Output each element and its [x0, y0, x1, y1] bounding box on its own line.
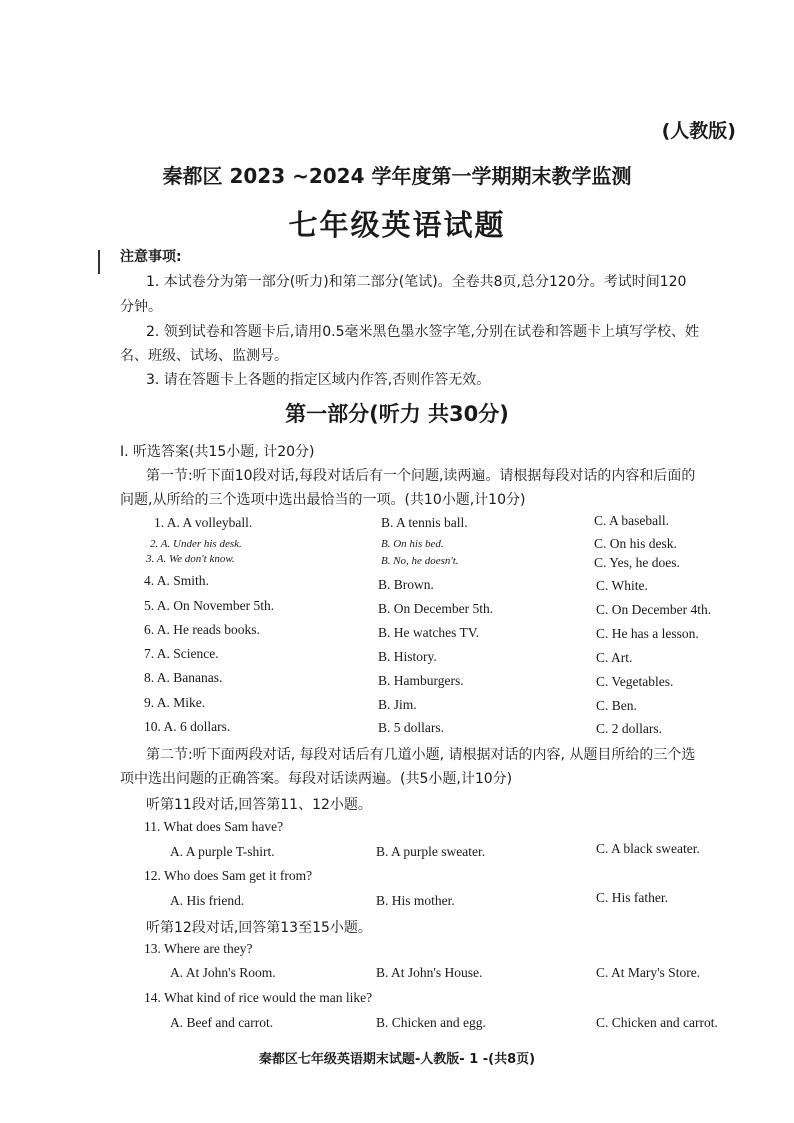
notice-line-2b: 名、班级、试场、监测号。: [120, 348, 288, 364]
question-14: 14. What kind of rice would the man like?: [144, 990, 373, 1005]
edition-label: (人教版): [661, 120, 736, 142]
section1-instruction-b: 问题,从所给的三个选项中选出最恰当的一项。(共10小题,计10分): [120, 492, 526, 508]
section2-instruction-b: 项中选出问题的正确答案。每段对话读两遍。(共5小题,计10分): [120, 771, 513, 787]
q10-option-b: B. 5 dollars.: [378, 720, 444, 735]
q14-option-a: A. Beef and carrot.: [170, 1015, 274, 1030]
notice-line-1a: 1. 本试卷分为第一部分(听力)和第二部分(笔试)。全卷共8页,总分120分。考试时间120: [146, 274, 687, 290]
q12-option-b: B. His mother.: [376, 893, 455, 908]
q9-option-b: B. Jim.: [378, 697, 417, 712]
q7-option-a: 7. A. Science.: [144, 646, 219, 661]
q1-option-c: C. A baseball.: [594, 513, 669, 528]
q3-option-a: 3. A. We don't know.: [146, 553, 235, 565]
q4-option-c: C. White.: [596, 578, 648, 593]
notice-line-1b: 分钟。: [120, 299, 162, 315]
q11-option-b: B. A purple sweater.: [376, 844, 486, 859]
margin-mark: [98, 250, 100, 274]
q7-option-c: C. Art.: [596, 650, 633, 665]
q5-option-b: B. On December 5th.: [378, 601, 494, 616]
q2-option-c: C. On his desk.: [594, 536, 677, 551]
q14-option-c: C. Chicken and carrot.: [596, 1015, 718, 1030]
q10-option-a: 10. A. 6 dollars.: [144, 719, 231, 734]
q14-option-b: B. Chicken and egg.: [376, 1015, 486, 1030]
q12-option-a: A. His friend.: [170, 893, 245, 908]
q8-option-c: C. Vegetables.: [596, 674, 674, 689]
q4-option-b: B. Brown.: [378, 577, 434, 592]
q6-option-b: B. He watches TV.: [378, 625, 480, 640]
notice-line-3: 3. 请在答题卡上各题的指定区域内作答,否则作答无效。: [146, 372, 491, 388]
section2-instruction-a: 第二节:听下面两段对话, 每段对话后有几道小题, 请根据对话的内容, 从题目所给的三个选: [146, 747, 696, 763]
q2-option-b: B. On his bed.: [381, 538, 444, 550]
q6-option-a: 6. A. He reads books.: [144, 622, 260, 637]
q3-option-b: B. No, he doesn't.: [381, 555, 459, 567]
q3-option-c: C. Yes, he does.: [594, 555, 680, 570]
q9-option-c: C. Ben.: [596, 698, 637, 713]
question-11: 11. What does Sam have?: [144, 819, 284, 834]
q5-option-c: C. On December 4th.: [596, 602, 712, 617]
exam-subtitle: 秦都区 2023 ~2024 学年度第一学期期末教学监测: [162, 164, 632, 188]
notice-line-2a: 2. 领到试卷和答题卡后,请用0.5毫米黑色墨水签字笔,分别在试卷和答题卡上填写学校、姓: [146, 324, 699, 340]
q5-option-a: 5. A. On November 5th.: [144, 598, 275, 613]
question-13: 13. Where are they?: [144, 941, 253, 956]
q2-option-a: 2. A. Under his desk.: [150, 538, 242, 550]
q8-option-b: B. Hamburgers.: [378, 673, 464, 688]
question-12: 12. Who does Sam get it from?: [144, 868, 313, 883]
q11-option-c: C. A black sweater.: [596, 841, 700, 856]
exam-title: 七年级英语试题: [288, 208, 506, 242]
q13-option-b: B. At John's House.: [376, 965, 483, 980]
q12-option-c: C. His father.: [596, 890, 668, 905]
notice-heading: 注意事项:: [120, 249, 182, 265]
section-i-heading: I. 听选答案(共15小题, 计20分): [120, 444, 315, 460]
q13-option-a: A. At John's Room.: [170, 965, 276, 980]
q9-option-a: 9. A. Mike.: [144, 695, 206, 710]
q10-option-c: C. 2 dollars.: [596, 721, 662, 736]
q11-option-a: A. A purple T-shirt.: [170, 844, 275, 859]
section1-instruction-a: 第一节:听下面10段对话,每段对话后有一个问题,读两遍。请根据每段对话的内容和后面的: [146, 468, 696, 484]
q13-option-c: C. At Mary's Store.: [596, 965, 701, 980]
q7-option-b: B. History.: [378, 649, 437, 664]
q4-option-a: 4. A. Smith.: [144, 573, 209, 588]
dialog-11-instruction: 听第11段对话,回答第11、12小题。: [146, 797, 372, 813]
q8-option-a: 8. A. Bananas.: [144, 670, 223, 685]
q1-option-a: 1. A. A volleyball.: [154, 515, 253, 530]
q6-option-c: C. He has a lesson.: [596, 626, 699, 641]
q1-option-b: B. A tennis ball.: [381, 515, 468, 530]
dialog-12-instruction: 听第12段对话,回答第13至15小题。: [146, 920, 372, 936]
part1-title: 第一部分(听力 共30分): [285, 402, 509, 426]
page-footer: 秦都区七年级英语期末试题-人教版- 1 -(共8页): [258, 1052, 536, 1067]
